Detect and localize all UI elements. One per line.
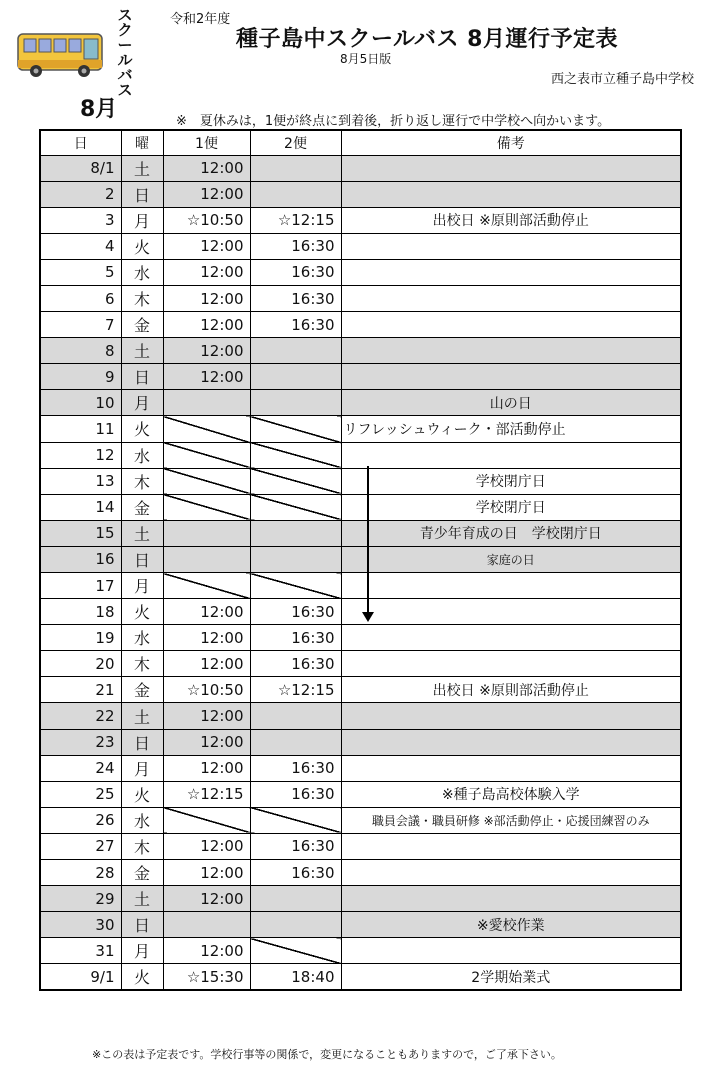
cell-bus1: 12:00: [163, 755, 250, 781]
bus-label: ス ク ー ル バ ス: [117, 6, 133, 99]
cell-note: 山の日: [341, 390, 681, 416]
cell-weekday: 火: [121, 416, 163, 442]
col-bus1: 1便: [163, 130, 250, 155]
cell-bus1: [163, 468, 250, 494]
era-label: 令和2年度: [170, 12, 231, 27]
cell-weekday: 日: [121, 912, 163, 938]
table-row: [40, 494, 681, 520]
cell-day: 20: [40, 651, 121, 677]
cell-day: 27: [40, 833, 121, 859]
cell-note: [341, 938, 681, 964]
cell-note: ※愛校作業: [341, 912, 681, 938]
table-header: [40, 130, 681, 155]
cell-note: [341, 573, 681, 599]
cell-weekday: 土: [121, 338, 163, 364]
col-day: 日: [40, 130, 121, 155]
cell-note: [341, 181, 681, 207]
cell-weekday: 木: [121, 833, 163, 859]
table-row: [40, 781, 681, 807]
col-weekday: 曜: [121, 130, 163, 155]
cell-bus2: [250, 338, 341, 364]
page-title: 種子島中スクールバス 8月運行予定表: [236, 27, 618, 52]
table-row: [40, 573, 681, 599]
cell-bus2: 16:30: [250, 833, 341, 859]
cell-weekday: 土: [121, 520, 163, 546]
cell-note: [341, 233, 681, 259]
cell-weekday: 土: [121, 886, 163, 912]
cell-note: 学校閉庁日: [341, 468, 681, 494]
table-row: [40, 599, 681, 625]
cell-weekday: 月: [121, 573, 163, 599]
cell-weekday: 水: [121, 625, 163, 651]
cell-note: [341, 599, 681, 625]
cell-day: 8/1: [40, 155, 121, 181]
cell-bus2: 16:30: [250, 651, 341, 677]
cell-bus1: [163, 546, 250, 572]
cell-weekday: 金: [121, 677, 163, 703]
cell-weekday: 日: [121, 546, 163, 572]
cell-note: [341, 729, 681, 755]
cell-bus2: [250, 494, 341, 520]
cell-weekday: 木: [121, 468, 163, 494]
school-name: 西之表市立種子島中学校: [550, 72, 694, 87]
cell-day: 25: [40, 781, 121, 807]
cell-day: 3: [40, 207, 121, 233]
cell-bus1: 12:00: [163, 599, 250, 625]
cell-bus2: [250, 912, 341, 938]
cell-bus2: 16:30: [250, 860, 341, 886]
cell-note: リフレッシュウィーク・部活動停止: [341, 416, 681, 442]
cell-bus1: [163, 912, 250, 938]
cell-bus1: 12:00: [163, 312, 250, 338]
cell-weekday: 火: [121, 964, 163, 990]
cell-note: 家庭の日: [341, 546, 681, 572]
cell-weekday: 木: [121, 285, 163, 311]
table-row: [40, 442, 681, 468]
table-row: [40, 912, 681, 938]
cell-bus2: [250, 390, 341, 416]
cell-note: [341, 860, 681, 886]
cell-day: 9/1: [40, 964, 121, 990]
cell-bus1: [163, 807, 250, 833]
table-row: [40, 729, 681, 755]
cell-bus1: [163, 520, 250, 546]
cell-bus1: 12:00: [163, 625, 250, 651]
cell-note: [341, 755, 681, 781]
cell-bus2: 16:30: [250, 259, 341, 285]
cell-note: 学校閉庁日: [341, 494, 681, 520]
table-row: [40, 155, 681, 181]
cell-bus2: ☆12:15: [250, 677, 341, 703]
cell-bus1: 12:00: [163, 364, 250, 390]
cell-weekday: 金: [121, 860, 163, 886]
table-row: [40, 703, 681, 729]
cell-day: 19: [40, 625, 121, 651]
cell-bus2: [250, 703, 341, 729]
cell-weekday: 日: [121, 181, 163, 207]
cell-weekday: 水: [121, 259, 163, 285]
cell-note: 2学期始業式: [341, 964, 681, 990]
cell-note: 出校日 ※原則部活動停止: [341, 677, 681, 703]
cell-bus1: [163, 416, 250, 442]
table-row: [40, 207, 681, 233]
cell-bus1: 12:00: [163, 833, 250, 859]
cell-bus1: 12:00: [163, 938, 250, 964]
cell-day: 12: [40, 442, 121, 468]
cell-bus1: 12:00: [163, 729, 250, 755]
cell-bus2: 16:30: [250, 233, 341, 259]
cell-weekday: 木: [121, 651, 163, 677]
cell-bus1: [163, 573, 250, 599]
cell-day: 4: [40, 233, 121, 259]
cell-bus2: [250, 442, 341, 468]
cell-note: [341, 442, 681, 468]
cell-note: [341, 364, 681, 390]
table-row: [40, 677, 681, 703]
col-note: 備考: [341, 130, 681, 155]
cell-weekday: 火: [121, 599, 163, 625]
cell-bus2: [250, 155, 341, 181]
cell-bus1: ☆10:50: [163, 207, 250, 233]
cell-weekday: 日: [121, 729, 163, 755]
cell-bus1: 12:00: [163, 860, 250, 886]
cell-note: [341, 625, 681, 651]
cell-bus2: [250, 416, 341, 442]
cell-note: [341, 155, 681, 181]
cell-day: 8: [40, 338, 121, 364]
cell-bus2: [250, 807, 341, 833]
cell-bus2: 16:30: [250, 285, 341, 311]
table-row: [40, 886, 681, 912]
cell-note: 出校日 ※原則部活動停止: [341, 207, 681, 233]
table-row: [40, 860, 681, 886]
cell-note: ※種子島高校体験入学: [341, 781, 681, 807]
cell-note: [341, 285, 681, 311]
table-row: [40, 625, 681, 651]
table-row: [40, 651, 681, 677]
cell-note: 青少年育成の日 学校閉庁日: [341, 520, 681, 546]
cell-day: 29: [40, 886, 121, 912]
cell-day: 16: [40, 546, 121, 572]
cell-bus2: [250, 520, 341, 546]
cell-note: [341, 703, 681, 729]
schedule-table: [39, 129, 682, 991]
arrow-down-icon: [362, 612, 374, 622]
cell-bus1: 12:00: [163, 181, 250, 207]
cell-bus2: 16:30: [250, 599, 341, 625]
cell-day: 10: [40, 390, 121, 416]
footer-note: ※この表は予定表です。学校行事等の関係で，変更になることもありますので，ご了承下さい。: [92, 1048, 562, 1061]
cell-weekday: 月: [121, 390, 163, 416]
cell-weekday: 土: [121, 155, 163, 181]
cell-bus1: 12:00: [163, 338, 250, 364]
header-note: ※ 夏休みは，1便が終点に到着後，折り返し運行で中学校へ向かいます。: [176, 114, 611, 129]
cell-bus2: [250, 938, 341, 964]
cell-bus2: 18:40: [250, 964, 341, 990]
cell-note: [341, 886, 681, 912]
table-row: [40, 338, 681, 364]
table-row: [40, 285, 681, 311]
cell-bus1: 12:00: [163, 651, 250, 677]
cell-day: 18: [40, 599, 121, 625]
cell-bus2: 16:30: [250, 781, 341, 807]
cell-bus1: 12:00: [163, 703, 250, 729]
cell-day: 22: [40, 703, 121, 729]
cell-bus2: [250, 573, 341, 599]
table-row: [40, 312, 681, 338]
cell-note: [341, 338, 681, 364]
col-bus2: 2便: [250, 130, 341, 155]
cell-weekday: 水: [121, 807, 163, 833]
cell-weekday: 月: [121, 938, 163, 964]
table-row: [40, 938, 681, 964]
cell-bus1: ☆15:30: [163, 964, 250, 990]
cell-note: [341, 833, 681, 859]
cell-weekday: 金: [121, 312, 163, 338]
cell-bus1: 12:00: [163, 155, 250, 181]
cell-weekday: 火: [121, 781, 163, 807]
cell-day: 5: [40, 259, 121, 285]
cell-day: 2: [40, 181, 121, 207]
cell-weekday: 水: [121, 442, 163, 468]
cell-day: 17: [40, 573, 121, 599]
cell-bus1: ☆12:15: [163, 781, 250, 807]
cell-bus1: [163, 390, 250, 416]
table-row: [40, 416, 681, 442]
table-row: [40, 755, 681, 781]
table-row: [40, 546, 681, 572]
cell-weekday: 月: [121, 755, 163, 781]
cell-day: 26: [40, 807, 121, 833]
cell-weekday: 火: [121, 233, 163, 259]
bus-icon: [16, 30, 106, 80]
cell-bus2: [250, 546, 341, 572]
cell-day: 13: [40, 468, 121, 494]
cell-bus1: ☆10:50: [163, 677, 250, 703]
cell-bus1: [163, 494, 250, 520]
cell-bus1: 12:00: [163, 259, 250, 285]
table-row: [40, 259, 681, 285]
table-row: [40, 964, 681, 990]
table-row: [40, 390, 681, 416]
cell-day: 7: [40, 312, 121, 338]
table-row: [40, 520, 681, 546]
cell-weekday: 月: [121, 207, 163, 233]
cell-day: 21: [40, 677, 121, 703]
table-row: [40, 181, 681, 207]
cell-day: 24: [40, 755, 121, 781]
cell-note: [341, 312, 681, 338]
cell-day: 6: [40, 285, 121, 311]
cell-bus2: 16:30: [250, 312, 341, 338]
cell-day: 30: [40, 912, 121, 938]
cell-day: 11: [40, 416, 121, 442]
cell-bus1: 12:00: [163, 285, 250, 311]
table-row: [40, 233, 681, 259]
cell-day: 31: [40, 938, 121, 964]
month-label: 8月: [80, 97, 118, 122]
cell-bus2: 16:30: [250, 625, 341, 651]
table-row: [40, 807, 681, 833]
table-row: [40, 364, 681, 390]
cell-day: 15: [40, 520, 121, 546]
cell-bus2: 16:30: [250, 755, 341, 781]
arrow-line: [367, 466, 369, 614]
cell-weekday: 土: [121, 703, 163, 729]
cell-bus2: [250, 181, 341, 207]
cell-bus1: 12:00: [163, 886, 250, 912]
cell-bus2: [250, 364, 341, 390]
cell-day: 14: [40, 494, 121, 520]
cell-weekday: 日: [121, 364, 163, 390]
table-row: [40, 833, 681, 859]
cell-day: 28: [40, 860, 121, 886]
cell-note: [341, 651, 681, 677]
cell-day: 9: [40, 364, 121, 390]
cell-weekday: 金: [121, 494, 163, 520]
cell-bus1: [163, 442, 250, 468]
version-label: 8月5日版: [340, 52, 392, 66]
cell-bus1: 12:00: [163, 233, 250, 259]
cell-bus2: [250, 729, 341, 755]
table-row: [40, 468, 681, 494]
cell-bus2: [250, 886, 341, 912]
cell-bus2: [250, 468, 341, 494]
cell-note: 職員会議・職員研修 ※部活動停止・応援団練習のみ: [341, 807, 681, 833]
cell-note: [341, 259, 681, 285]
cell-day: 23: [40, 729, 121, 755]
cell-bus2: ☆12:15: [250, 207, 341, 233]
